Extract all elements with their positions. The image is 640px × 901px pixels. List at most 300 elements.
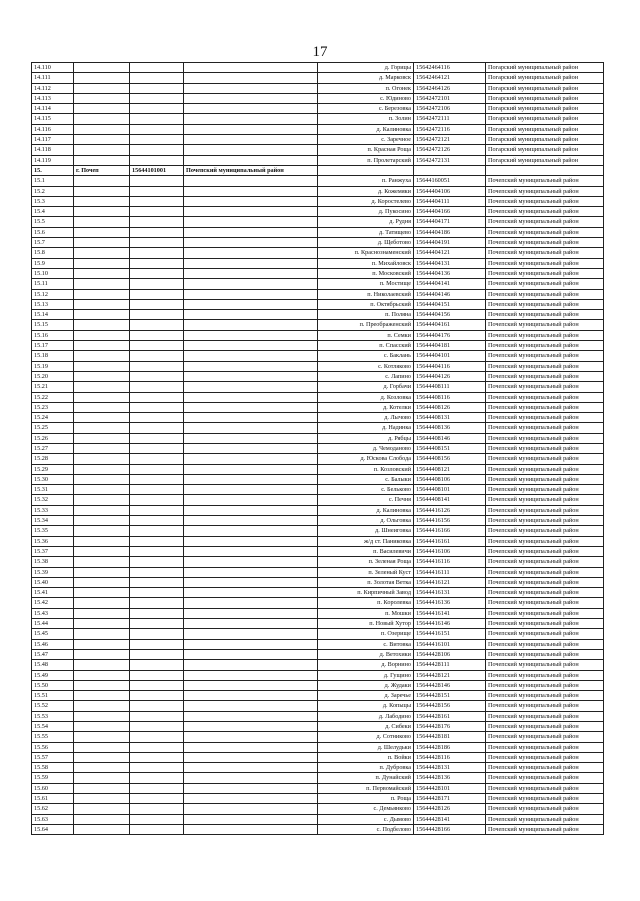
empty-cell bbox=[74, 763, 130, 773]
row-number: 14.113 bbox=[32, 93, 74, 103]
empty-cell bbox=[184, 341, 318, 351]
empty-cell bbox=[130, 485, 184, 495]
empty-cell bbox=[184, 824, 318, 834]
empty-cell bbox=[74, 268, 130, 278]
table-row bbox=[32, 433, 604, 443]
empty-cell bbox=[184, 814, 318, 824]
table-row bbox=[32, 279, 604, 289]
settlement-name: п. Озерище bbox=[318, 629, 414, 639]
empty-cell bbox=[130, 783, 184, 793]
empty-cell bbox=[74, 124, 130, 134]
empty-cell bbox=[184, 392, 318, 402]
empty-cell bbox=[130, 536, 184, 546]
empty-cell bbox=[74, 196, 130, 206]
empty-cell bbox=[130, 83, 184, 93]
district-name: Почепский муниципальный район bbox=[486, 794, 604, 804]
settlement-name: с. Витовка bbox=[318, 639, 414, 649]
empty-cell bbox=[184, 155, 318, 165]
settlement-name: д. Татищево bbox=[318, 227, 414, 237]
empty-cell bbox=[74, 505, 130, 515]
empty-cell bbox=[74, 289, 130, 299]
oktmo-code: 15642472121 bbox=[414, 135, 486, 145]
row-number: 15.64 bbox=[32, 824, 74, 834]
oktmo-code: 15644408106 bbox=[414, 474, 486, 484]
settlement-name: д. Копыцы bbox=[318, 701, 414, 711]
table-row bbox=[32, 330, 604, 340]
table-row bbox=[32, 289, 604, 299]
district-name: Почепский муниципальный район bbox=[486, 577, 604, 587]
district-name: Почепский муниципальный район bbox=[486, 433, 604, 443]
empty-cell bbox=[74, 155, 130, 165]
table-row bbox=[32, 485, 604, 495]
empty-cell bbox=[184, 207, 318, 217]
empty-cell bbox=[74, 567, 130, 577]
oktmo-code: 15644428176 bbox=[414, 722, 486, 732]
settlement-name: д. Пукосино bbox=[318, 207, 414, 217]
empty-cell bbox=[74, 176, 130, 186]
settlement-name: д. Шнеиговка bbox=[318, 526, 414, 536]
empty-cell bbox=[184, 454, 318, 464]
empty-cell bbox=[74, 207, 130, 217]
empty-cell bbox=[74, 361, 130, 371]
oktmo-code: 15644428161 bbox=[414, 711, 486, 721]
empty-cell bbox=[130, 279, 184, 289]
oktmo-code: 15644416146 bbox=[414, 619, 486, 629]
table-row bbox=[32, 155, 604, 165]
district-name: Почепский муниципальный район bbox=[486, 629, 604, 639]
district-name: Почепский муниципальный район bbox=[486, 536, 604, 546]
empty-cell bbox=[74, 93, 130, 103]
settlement-name: п. Королевка bbox=[318, 598, 414, 608]
oktmo-code: 15644404131 bbox=[414, 258, 486, 268]
oktmo-code: 15642472111 bbox=[414, 114, 486, 124]
empty-cell bbox=[130, 804, 184, 814]
table-row bbox=[32, 495, 604, 505]
empty-cell bbox=[184, 114, 318, 124]
empty-cell bbox=[184, 196, 318, 206]
oktmo-code: 15644428186 bbox=[414, 742, 486, 752]
empty-cell bbox=[74, 495, 130, 505]
table-row bbox=[32, 742, 604, 752]
settlement-name: п. Кирпичный Завод bbox=[318, 588, 414, 598]
settlement-name: д. Ветохики bbox=[318, 649, 414, 659]
empty-cell bbox=[130, 135, 184, 145]
settlement-name: п. Спасский bbox=[318, 341, 414, 351]
empty-cell bbox=[130, 207, 184, 217]
empty-cell bbox=[74, 104, 130, 114]
settlement-name: п. Войки bbox=[318, 752, 414, 762]
row-number: 15.39 bbox=[32, 567, 74, 577]
table-row bbox=[32, 248, 604, 258]
empty-cell bbox=[130, 155, 184, 165]
district-name: Почепский муниципальный район bbox=[486, 227, 604, 237]
district-name: Почепский муниципальный район bbox=[486, 238, 604, 248]
district-name: Почепский муниципальный район bbox=[486, 608, 604, 618]
table-row bbox=[32, 608, 604, 618]
oktmo-code: 15644404191 bbox=[414, 238, 486, 248]
table-row bbox=[32, 135, 604, 145]
empty-cell bbox=[130, 289, 184, 299]
settlement-name: д. Щеботово bbox=[318, 238, 414, 248]
table-row bbox=[32, 814, 604, 824]
empty-cell bbox=[184, 371, 318, 381]
oktmo-code: 15644404166 bbox=[414, 207, 486, 217]
empty-cell bbox=[184, 268, 318, 278]
row-number: 15.4 bbox=[32, 207, 74, 217]
empty-cell bbox=[130, 474, 184, 484]
empty-cell bbox=[130, 639, 184, 649]
empty-cell bbox=[74, 83, 130, 93]
empty-cell bbox=[184, 124, 318, 134]
empty-cell bbox=[184, 73, 318, 83]
oktmo-code: 15644428131 bbox=[414, 763, 486, 773]
row-number: 15.19 bbox=[32, 361, 74, 371]
district-name: Почепский муниципальный район bbox=[486, 619, 604, 629]
row-number: 15.37 bbox=[32, 546, 74, 556]
oktmo-code: 15644416136 bbox=[414, 598, 486, 608]
row-number: 15.52 bbox=[32, 701, 74, 711]
empty-cell bbox=[184, 649, 318, 659]
settlement-name: п. Преображенский bbox=[318, 320, 414, 330]
empty-cell bbox=[130, 402, 184, 412]
empty-cell bbox=[184, 279, 318, 289]
table-row bbox=[32, 546, 604, 556]
row-number: 15.31 bbox=[32, 485, 74, 495]
district-name: Почепский муниципальный район bbox=[486, 320, 604, 330]
table-row bbox=[32, 73, 604, 83]
empty-cell bbox=[184, 588, 318, 598]
empty-cell bbox=[74, 433, 130, 443]
oktmo-code: 15642472106 bbox=[414, 104, 486, 114]
empty-cell bbox=[130, 588, 184, 598]
oktmo-code: 15644416156 bbox=[414, 516, 486, 526]
district-name: Почепский муниципальный район bbox=[486, 711, 604, 721]
empty-cell bbox=[74, 279, 130, 289]
district-name: Почепский муниципальный район bbox=[486, 402, 604, 412]
empty-cell bbox=[130, 73, 184, 83]
empty-cell bbox=[74, 629, 130, 639]
oktmo-code: 15644404176 bbox=[414, 330, 486, 340]
table-row bbox=[32, 598, 604, 608]
row-number: 15.59 bbox=[32, 773, 74, 783]
oktmo-code: 15642472131 bbox=[414, 155, 486, 165]
empty-cell bbox=[74, 145, 130, 155]
empty-cell bbox=[74, 443, 130, 453]
empty-cell bbox=[184, 320, 318, 330]
empty-cell bbox=[130, 711, 184, 721]
oktmo-code: 15644428136 bbox=[414, 773, 486, 783]
empty-cell bbox=[74, 732, 130, 742]
oktmo-code: 15644404141 bbox=[414, 279, 486, 289]
empty-cell bbox=[130, 443, 184, 453]
empty-cell bbox=[74, 783, 130, 793]
settlement-name: п. Дубровка bbox=[318, 763, 414, 773]
oktmo-code: 15644404136 bbox=[414, 268, 486, 278]
empty-cell bbox=[74, 320, 130, 330]
oktmo-code: 15644160051 bbox=[414, 176, 486, 186]
empty-cell bbox=[184, 423, 318, 433]
oktmo-code: 15642464121 bbox=[414, 73, 486, 83]
district-name: Почепский муниципальный район bbox=[486, 351, 604, 361]
row-number: 15.25 bbox=[32, 423, 74, 433]
settlement-name: с. Заречное bbox=[318, 135, 414, 145]
district-name: Почепский муниципальный район bbox=[486, 773, 604, 783]
oktmo-code: 15644408116 bbox=[414, 392, 486, 402]
empty-cell bbox=[130, 629, 184, 639]
empty-cell bbox=[130, 330, 184, 340]
district-name: Почепский муниципальный район bbox=[486, 557, 604, 567]
settlement-name: д. Чемоданово bbox=[318, 443, 414, 453]
settlements-table bbox=[31, 62, 604, 835]
district-name: Почепский муниципальный район bbox=[486, 722, 604, 732]
district-name: Почепский муниципальный район bbox=[486, 341, 604, 351]
empty-cell bbox=[184, 536, 318, 546]
row-number: 15.21 bbox=[32, 382, 74, 392]
oktmo-code: 15644416161 bbox=[414, 536, 486, 546]
empty-cell bbox=[318, 165, 414, 175]
empty-cell bbox=[74, 454, 130, 464]
empty-cell bbox=[130, 546, 184, 556]
empty-cell bbox=[184, 557, 318, 567]
empty-cell bbox=[130, 186, 184, 196]
table-row bbox=[32, 557, 604, 567]
district-name: Почепский муниципальный район bbox=[486, 361, 604, 371]
empty-cell bbox=[130, 423, 184, 433]
settlement-name: п. Первомайский bbox=[318, 783, 414, 793]
district-name: Почепский муниципальный район bbox=[486, 268, 604, 278]
district-name: Погарский муниципальный район bbox=[486, 135, 604, 145]
district-name: Почепский муниципальный район bbox=[486, 310, 604, 320]
empty-cell bbox=[130, 824, 184, 834]
oktmo-code: 15644416121 bbox=[414, 577, 486, 587]
empty-cell bbox=[184, 248, 318, 258]
empty-cell bbox=[74, 341, 130, 351]
table-row bbox=[32, 619, 604, 629]
empty-cell bbox=[74, 691, 130, 701]
empty-cell bbox=[74, 752, 130, 762]
table-row bbox=[32, 516, 604, 526]
empty-cell bbox=[184, 135, 318, 145]
table-row bbox=[32, 371, 604, 381]
empty-cell bbox=[130, 382, 184, 392]
table-row bbox=[32, 258, 604, 268]
empty-cell bbox=[184, 464, 318, 474]
district-name: Почепский муниципальный район bbox=[486, 474, 604, 484]
empty-cell bbox=[184, 227, 318, 237]
row-number: 14.115 bbox=[32, 114, 74, 124]
oktmo-code: 15644408126 bbox=[414, 402, 486, 412]
row-number: 15.29 bbox=[32, 464, 74, 474]
group-row-pochep bbox=[32, 165, 604, 175]
row-number: 15.40 bbox=[32, 577, 74, 587]
empty-cell bbox=[130, 341, 184, 351]
empty-cell bbox=[130, 660, 184, 670]
empty-cell bbox=[184, 546, 318, 556]
empty-cell bbox=[184, 258, 318, 268]
table-row bbox=[32, 310, 604, 320]
district-name: Почепский муниципальный район bbox=[486, 207, 604, 217]
row-number: 15.34 bbox=[32, 516, 74, 526]
table-row bbox=[32, 783, 604, 793]
group-number: 15. bbox=[32, 165, 74, 175]
settlement-name: д. Лычово bbox=[318, 413, 414, 423]
empty-cell bbox=[184, 382, 318, 392]
empty-cell bbox=[184, 742, 318, 752]
settlement-name: п. Краснознаменский bbox=[318, 248, 414, 258]
empty-cell bbox=[130, 268, 184, 278]
district-name: Почепский муниципальный район bbox=[486, 598, 604, 608]
settlement-name: с. Балыки bbox=[318, 474, 414, 484]
empty-cell bbox=[184, 495, 318, 505]
oktmo-code: 15642472126 bbox=[414, 145, 486, 155]
settlement-name: п. Золин bbox=[318, 114, 414, 124]
district-name: Почепский муниципальный район bbox=[486, 217, 604, 227]
row-number: 14.114 bbox=[32, 104, 74, 114]
row-number: 15.27 bbox=[32, 443, 74, 453]
empty-cell bbox=[74, 722, 130, 732]
row-number: 15.20 bbox=[32, 371, 74, 381]
district-name: Почепский муниципальный район bbox=[486, 392, 604, 402]
empty-cell bbox=[74, 536, 130, 546]
row-number: 15.32 bbox=[32, 495, 74, 505]
settlement-name: с. Печня bbox=[318, 495, 414, 505]
table-row bbox=[32, 577, 604, 587]
row-number: 14.119 bbox=[32, 155, 74, 165]
empty-cell bbox=[130, 351, 184, 361]
table-row bbox=[32, 804, 604, 814]
oktmo-code: 15644404181 bbox=[414, 341, 486, 351]
oktmo-code: 15644404126 bbox=[414, 371, 486, 381]
row-number: 15.22 bbox=[32, 392, 74, 402]
empty-cell bbox=[74, 824, 130, 834]
table-row bbox=[32, 145, 604, 155]
empty-cell bbox=[130, 217, 184, 227]
empty-cell bbox=[130, 691, 184, 701]
settlement-name: п. Московский bbox=[318, 268, 414, 278]
row-number: 15.41 bbox=[32, 588, 74, 598]
table-row bbox=[32, 83, 604, 93]
table-row bbox=[32, 763, 604, 773]
district-name: Почепский муниципальный район bbox=[486, 701, 604, 711]
settlement-name: п. Михайловск bbox=[318, 258, 414, 268]
oktmo-code: 15644408146 bbox=[414, 433, 486, 443]
empty-cell bbox=[184, 526, 318, 536]
table-row bbox=[32, 186, 604, 196]
empty-cell bbox=[130, 598, 184, 608]
oktmo-code: 15642472101 bbox=[414, 93, 486, 103]
table-row bbox=[32, 536, 604, 546]
empty-cell bbox=[74, 217, 130, 227]
empty-cell bbox=[130, 577, 184, 587]
row-number: 15.36 bbox=[32, 536, 74, 546]
empty-cell bbox=[74, 608, 130, 618]
empty-cell bbox=[74, 670, 130, 680]
empty-cell bbox=[130, 557, 184, 567]
empty-cell bbox=[74, 423, 130, 433]
settlement-name: п. Дунайский bbox=[318, 773, 414, 783]
row-number: 14.118 bbox=[32, 145, 74, 155]
settlement-name: с. Бельково bbox=[318, 485, 414, 495]
empty-cell bbox=[130, 413, 184, 423]
empty-cell bbox=[74, 639, 130, 649]
settlement-name: с. Котляково bbox=[318, 361, 414, 371]
settlement-name: д. Сотниково bbox=[318, 732, 414, 742]
oktmo-code: 15644408101 bbox=[414, 485, 486, 495]
empty-cell bbox=[184, 413, 318, 423]
row-number: 15.16 bbox=[32, 330, 74, 340]
group-city: г. Почеп bbox=[74, 165, 130, 175]
settlement-name: д. Котелки bbox=[318, 402, 414, 412]
row-number: 14.117 bbox=[32, 135, 74, 145]
empty-cell bbox=[486, 165, 604, 175]
empty-cell bbox=[130, 145, 184, 155]
row-number: 15.33 bbox=[32, 505, 74, 515]
empty-cell bbox=[130, 114, 184, 124]
empty-cell bbox=[184, 639, 318, 649]
row-number: 15.47 bbox=[32, 649, 74, 659]
table-row bbox=[32, 413, 604, 423]
empty-cell bbox=[130, 722, 184, 732]
empty-cell bbox=[184, 289, 318, 299]
row-number: 15.6 bbox=[32, 227, 74, 237]
empty-cell bbox=[184, 330, 318, 340]
empty-cell bbox=[414, 165, 486, 175]
empty-cell bbox=[130, 495, 184, 505]
empty-cell bbox=[74, 392, 130, 402]
settlement-name: п. Зеленый Куст bbox=[318, 567, 414, 577]
table-row bbox=[32, 629, 604, 639]
oktmo-code: 15644404161 bbox=[414, 320, 486, 330]
district-name: Почепский муниципальный район bbox=[486, 763, 604, 773]
district-name: Погарский муниципальный район bbox=[486, 145, 604, 155]
row-number: 15.49 bbox=[32, 670, 74, 680]
row-number: 15.38 bbox=[32, 557, 74, 567]
oktmo-code: 15644416111 bbox=[414, 567, 486, 577]
empty-cell bbox=[130, 310, 184, 320]
oktmo-code: 15644404146 bbox=[414, 289, 486, 299]
district-name: Почепский муниципальный район bbox=[486, 485, 604, 495]
settlement-name: с. Юдиново bbox=[318, 93, 414, 103]
row-number: 15.30 bbox=[32, 474, 74, 484]
table-row bbox=[32, 526, 604, 536]
settlement-name: д. Кожемяки bbox=[318, 186, 414, 196]
district-name: Погарский муниципальный район bbox=[486, 104, 604, 114]
empty-cell bbox=[130, 732, 184, 742]
district-name: Почепский муниципальный район bbox=[486, 649, 604, 659]
empty-cell bbox=[184, 660, 318, 670]
empty-cell bbox=[184, 217, 318, 227]
oktmo-code: 15644428116 bbox=[414, 752, 486, 762]
empty-cell bbox=[74, 63, 130, 73]
district-name: Почепский муниципальный район bbox=[486, 567, 604, 577]
empty-cell bbox=[184, 577, 318, 587]
empty-cell bbox=[184, 691, 318, 701]
table-row bbox=[32, 196, 604, 206]
row-number: 15.3 bbox=[32, 196, 74, 206]
settlement-name: с. Подбелово bbox=[318, 824, 414, 834]
empty-cell bbox=[130, 701, 184, 711]
district-name: Погарский муниципальный район bbox=[486, 114, 604, 124]
empty-cell bbox=[130, 619, 184, 629]
oktmo-code: 15644404151 bbox=[414, 299, 486, 309]
empty-cell bbox=[74, 794, 130, 804]
table-row bbox=[32, 402, 604, 412]
empty-cell bbox=[130, 505, 184, 515]
empty-cell bbox=[184, 794, 318, 804]
empty-cell bbox=[130, 299, 184, 309]
district-name: Почепский муниципальный район bbox=[486, 464, 604, 474]
oktmo-code: 15644428106 bbox=[414, 649, 486, 659]
